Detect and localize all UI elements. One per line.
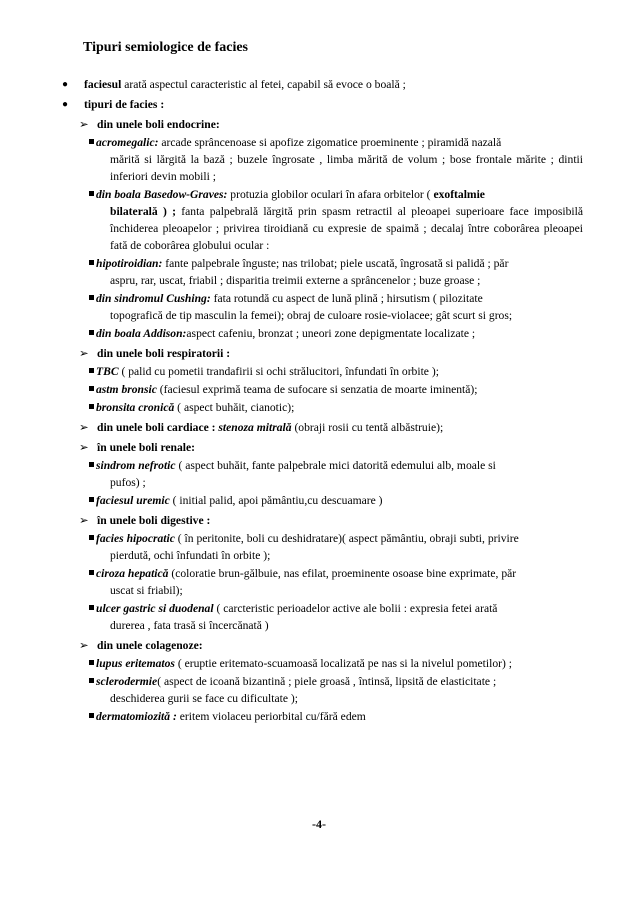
page-number: -4- <box>312 817 326 831</box>
list-item: faciesul uremic ( initial palid, apoi pământiu,cu descuamare ) <box>0 492 638 509</box>
list-item: bronsita cronică ( aspect buhăit, cianotic); <box>0 399 638 416</box>
square-bullet-icon <box>89 497 94 502</box>
list-item: hipotiroidian: fante palpebrale înguste; nas trilobat; piele uscată, îngrosată si palidă ; păr aspru, rar, uscat, friabil ; disparitia treimii externe a sprâncenelor ; buze groase ; <box>0 255 638 289</box>
square-bullet-icon <box>89 295 94 300</box>
arrow-bullet-icon: ➢ <box>79 118 89 131</box>
page-title: Tipuri semiologice de facies <box>83 40 248 55</box>
square-bullet-icon <box>89 570 94 575</box>
round-bullet-icon: ● <box>62 79 69 90</box>
list-item: TBC ( palid cu pometii trandafirii si ochi strălucitori, înfundati în orbite ); <box>0 363 638 380</box>
square-bullet-icon <box>89 330 94 335</box>
square-bullet-icon <box>89 660 94 665</box>
list-item: acromegalic: arcade sprâncenoase si apofize zigomatice proeminente ; piramidă nazală mărită si lărgită la bază ; buzele îngrosate , limba mărită de volum ; bose frontale mărite ; dintii inferiori devin mobili ; <box>0 134 638 185</box>
square-bullet-icon <box>89 462 94 467</box>
bullet-item: ● faciesul arată aspectul caracteristic al fetei, capabil să evoce o boală ; <box>62 78 406 91</box>
square-bullet-icon <box>89 139 94 144</box>
section-heading: ➢ din unele colagenoze: <box>79 639 203 652</box>
square-bullet-icon <box>89 191 94 196</box>
square-bullet-icon <box>89 678 94 683</box>
section-heading: ➢ din unele boli cardiace : stenoza mitrală (obraji rosii cu tentă albăstruie); <box>79 421 444 434</box>
list-item: dermatomiozită : eritem violaceu periorbital cu/fără edem <box>0 708 638 725</box>
list-item: lupus eritematos ( eruptie eritemato-scuamoasă localizată pe nas si la nivelul pometilor) ; <box>0 655 638 672</box>
square-bullet-icon <box>89 713 94 718</box>
bullet-item: ● tipuri de facies : <box>62 98 165 111</box>
list-item: facies hipocratic ( în peritonite, boli cu deshidratare)( aspect pământiu, obraji subti, privire pierdută, ochi înfundati în orbite ); <box>0 530 638 564</box>
list-item: din sindromul Cushing: fata rotundă cu aspect de lună plină ; hirsutism ( pilozitate topografică de tip masculin la femei); obraj de culoare rosie-violacee; gât scurt si gros; <box>0 290 638 324</box>
section-heading: ➢ în unele boli renale: <box>79 441 196 454</box>
arrow-bullet-icon: ➢ <box>79 639 89 652</box>
list-item: ciroza hepatică (coloratie brun-gălbuie, nas efilat, proeminente osoase bine exprimate, păr uscat si friabil); <box>0 565 638 599</box>
list-item: ulcer gastric si duodenal ( carcteristic perioadelor active ale bolii : expresia fetei arată durerea , fata trasă si încercănată ) <box>0 600 638 634</box>
square-bullet-icon <box>89 605 94 610</box>
section-heading: ➢ în unele boli digestive : <box>79 514 211 527</box>
square-bullet-icon <box>89 368 94 373</box>
square-bullet-icon <box>89 404 94 409</box>
arrow-bullet-icon: ➢ <box>79 347 89 360</box>
list-item: astm bronsic (faciesul exprimă teama de sufocare si senzatia de moarte iminentă); <box>0 381 638 398</box>
section-heading: ➢ din unele boli endocrine: <box>79 118 220 131</box>
square-bullet-icon <box>89 386 94 391</box>
list-item: sindrom nefrotic ( aspect buhăit, fante palpebrale mici datorită edemului alb, moale si pufos) ; <box>0 457 638 491</box>
square-bullet-icon <box>89 535 94 540</box>
arrow-bullet-icon: ➢ <box>79 441 89 454</box>
list-item: sclerodermie( aspect de icoană bizantină ; piele groasă , întinsă, lipsită de elasticitate ; deschiderea gurii se face cu dificultate ); <box>0 673 638 707</box>
round-bullet-icon: ● <box>62 99 69 110</box>
arrow-bullet-icon: ➢ <box>79 514 89 527</box>
square-bullet-icon <box>89 260 94 265</box>
list-item: din boala Addison:aspect cafeniu, bronzat ; uneori zone depigmentate localizate ; <box>0 325 638 342</box>
document-body <box>0 76 638 726</box>
arrow-bullet-icon: ➢ <box>79 421 89 434</box>
list-item: din boala Basedow-Graves: protuzia globilor oculari în afara orbitelor ( exoftalmie bilaterală ) ; fanta palpebrală lărgită prin spasm retractil al pleoapei superioare face imposibilă închiderea pleoapelor ; privirea tiroidiană cu expresie de spaimă ; decalaj între coborârea pleoapei fată de coborârea globului ocular : <box>0 186 638 254</box>
section-heading: ➢ din unele boli respiratorii : <box>79 347 231 360</box>
